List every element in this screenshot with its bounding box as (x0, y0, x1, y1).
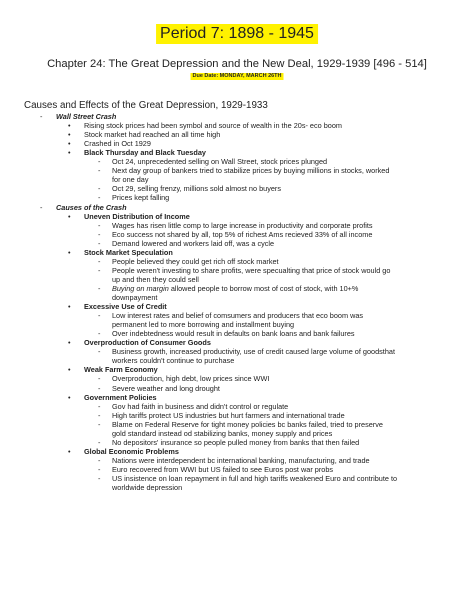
dash-marker: - (98, 256, 101, 266)
dash-marker: - (98, 157, 101, 167)
level2-heading: Government Policies (84, 392, 157, 402)
dash-marker: - (98, 238, 101, 248)
dash-marker: - (98, 419, 101, 429)
level3-item: People believed they could get rich off stock market (112, 256, 279, 266)
level2-item: Stock market had reached an all time high (84, 130, 221, 140)
level2-heading: Uneven Distribution of Income (84, 211, 190, 221)
dash-marker: - (98, 311, 101, 321)
section-title: Causes and Effects of the Great Depression, 1929-1933 (24, 100, 268, 111)
level1-heading: Causes of the Crash (56, 202, 127, 212)
bullet-marker: • (68, 302, 71, 312)
bullet-marker: • (68, 211, 71, 221)
level3-item: Nations were interdependent bc international banking, manufacturing, and trade (112, 455, 370, 465)
level3-item: worldwide depression (112, 483, 183, 493)
level3-item: Oct 29, selling frenzy, millions sold almost no buyers (112, 184, 281, 194)
level2-heading: Stock Market Speculation (84, 247, 173, 257)
level3-item: Oct 24, unprecedented selling on Wall Street, stock prices plunged (112, 157, 328, 167)
level3-item: permanent led to more borrowing and installment buying (112, 320, 295, 330)
level3-item: for one day (112, 175, 149, 185)
dash-marker: - (98, 265, 101, 275)
dash-marker: - (98, 401, 101, 411)
dash-marker: - (98, 283, 101, 293)
level3-item: Next day group of bankers tried to stabilize prices by buying millions in stocks, worked (112, 166, 390, 176)
level3-item: Severe weather and long drought (112, 383, 220, 393)
dash-marker: - (98, 374, 101, 384)
dash-marker: - (98, 193, 101, 203)
level2-item: Crashed in Oct 1929 (84, 139, 151, 149)
dash-marker: - (98, 383, 101, 393)
level3-item: Wages has risen little comp to large increase in productivity and corporate profits (112, 220, 373, 230)
dash-marker: - (98, 220, 101, 230)
bullet-marker: • (68, 338, 71, 348)
level1-heading: Wall Street Crash (56, 112, 117, 121)
level3-item: Low interest rates and belief of comsumers and producers that eco boom was (112, 311, 364, 321)
bullet-marker: • (68, 139, 71, 149)
dash-marker: - (98, 464, 101, 474)
bullet-marker: • (68, 130, 71, 140)
level2-item: Rising stock prices had been symbol and source of wealth in the 20s- eco boom (84, 121, 342, 131)
level3-item: Demand lowered and workers laid off, was a cycle (112, 238, 275, 248)
level3-item: gold standard instead od stabilizing banks, money supply and prices (112, 428, 333, 438)
chapter-heading: Chapter 24: The Great Depression and the New Deal, 1929-1939 [496 - 514] (47, 58, 427, 70)
emphasis-term: Buying on margin (112, 283, 169, 293)
level3-item: No depositors' insurance so people pulled money from banks that then failed (112, 437, 360, 447)
dash-marker: - (98, 455, 101, 465)
bullet-marker: • (68, 446, 71, 456)
level3-item: Gov had faith in business and didn't control or regulate (112, 401, 289, 411)
level2-heading: Black Thursday and Black Tuesday (84, 148, 206, 158)
level3-item (112, 284, 358, 293)
level3-item: up and then they could sell (112, 274, 199, 284)
level2-heading: Global Economic Problems (84, 446, 179, 456)
level3-item: downpayment (112, 293, 158, 302)
level3-item: Blame on Federal Reserve for tight money policies bc banks failed, tried to preserve (112, 419, 383, 429)
dash-marker: - (98, 229, 101, 239)
period-heading: Period 7: 1898 - 1945 (156, 24, 318, 44)
level3-item: Prices kept falling (112, 193, 170, 203)
level3-text: allowed people to borrow most of cost of stock, with 10+% (168, 283, 359, 293)
level2-heading: Excessive Use of Credit (84, 302, 167, 312)
dash-marker: - (98, 184, 101, 194)
dash-marker: - (98, 166, 101, 176)
dash-marker: - (98, 347, 101, 357)
bullet-marker: • (68, 121, 71, 131)
level2-heading: Overproduction of Consumer Goods (84, 338, 211, 348)
dash-marker: - (98, 474, 101, 483)
level3-item: US insistence on loan repayment in full and high tariffs weakened Euro and contribute to (112, 474, 398, 483)
level3-item: Business growth, increased productivity, use of credit caused large volume of goodsthat (112, 347, 395, 357)
level1-marker: - (40, 202, 43, 212)
bullet-marker: • (68, 247, 71, 257)
level3-item: Over indebtedness would result in defaults on bank loans and bank failures (112, 329, 355, 339)
level1-marker: - (40, 112, 43, 121)
dash-marker: - (98, 437, 101, 447)
level3-item: Eco success not shared by all, top 5% of richest Ams recieved 33% of all income (112, 229, 373, 239)
level3-item: People weren't investing to share profits, were specualting that price of stock would go (112, 265, 391, 275)
dash-marker: - (98, 329, 101, 339)
level3-item: workers couldn't continue to purchase (112, 356, 235, 366)
level3-item: Overproduction, high debt, low prices since WWI (112, 374, 270, 384)
level2-heading: Weak Farm Economy (84, 365, 158, 375)
level3-item: High tariffs protect US industries but hurt farmers and international trade (112, 410, 345, 420)
level3-item: Euro recovered from WWI but US failed to see Euros post war probs (112, 464, 334, 474)
bullet-marker: • (68, 148, 71, 158)
bullet-marker: • (68, 365, 71, 375)
due-date: Due Date: MONDAY, MARCH 26TH (192, 73, 282, 79)
dash-marker: - (98, 410, 101, 420)
bullet-marker: • (68, 392, 71, 402)
